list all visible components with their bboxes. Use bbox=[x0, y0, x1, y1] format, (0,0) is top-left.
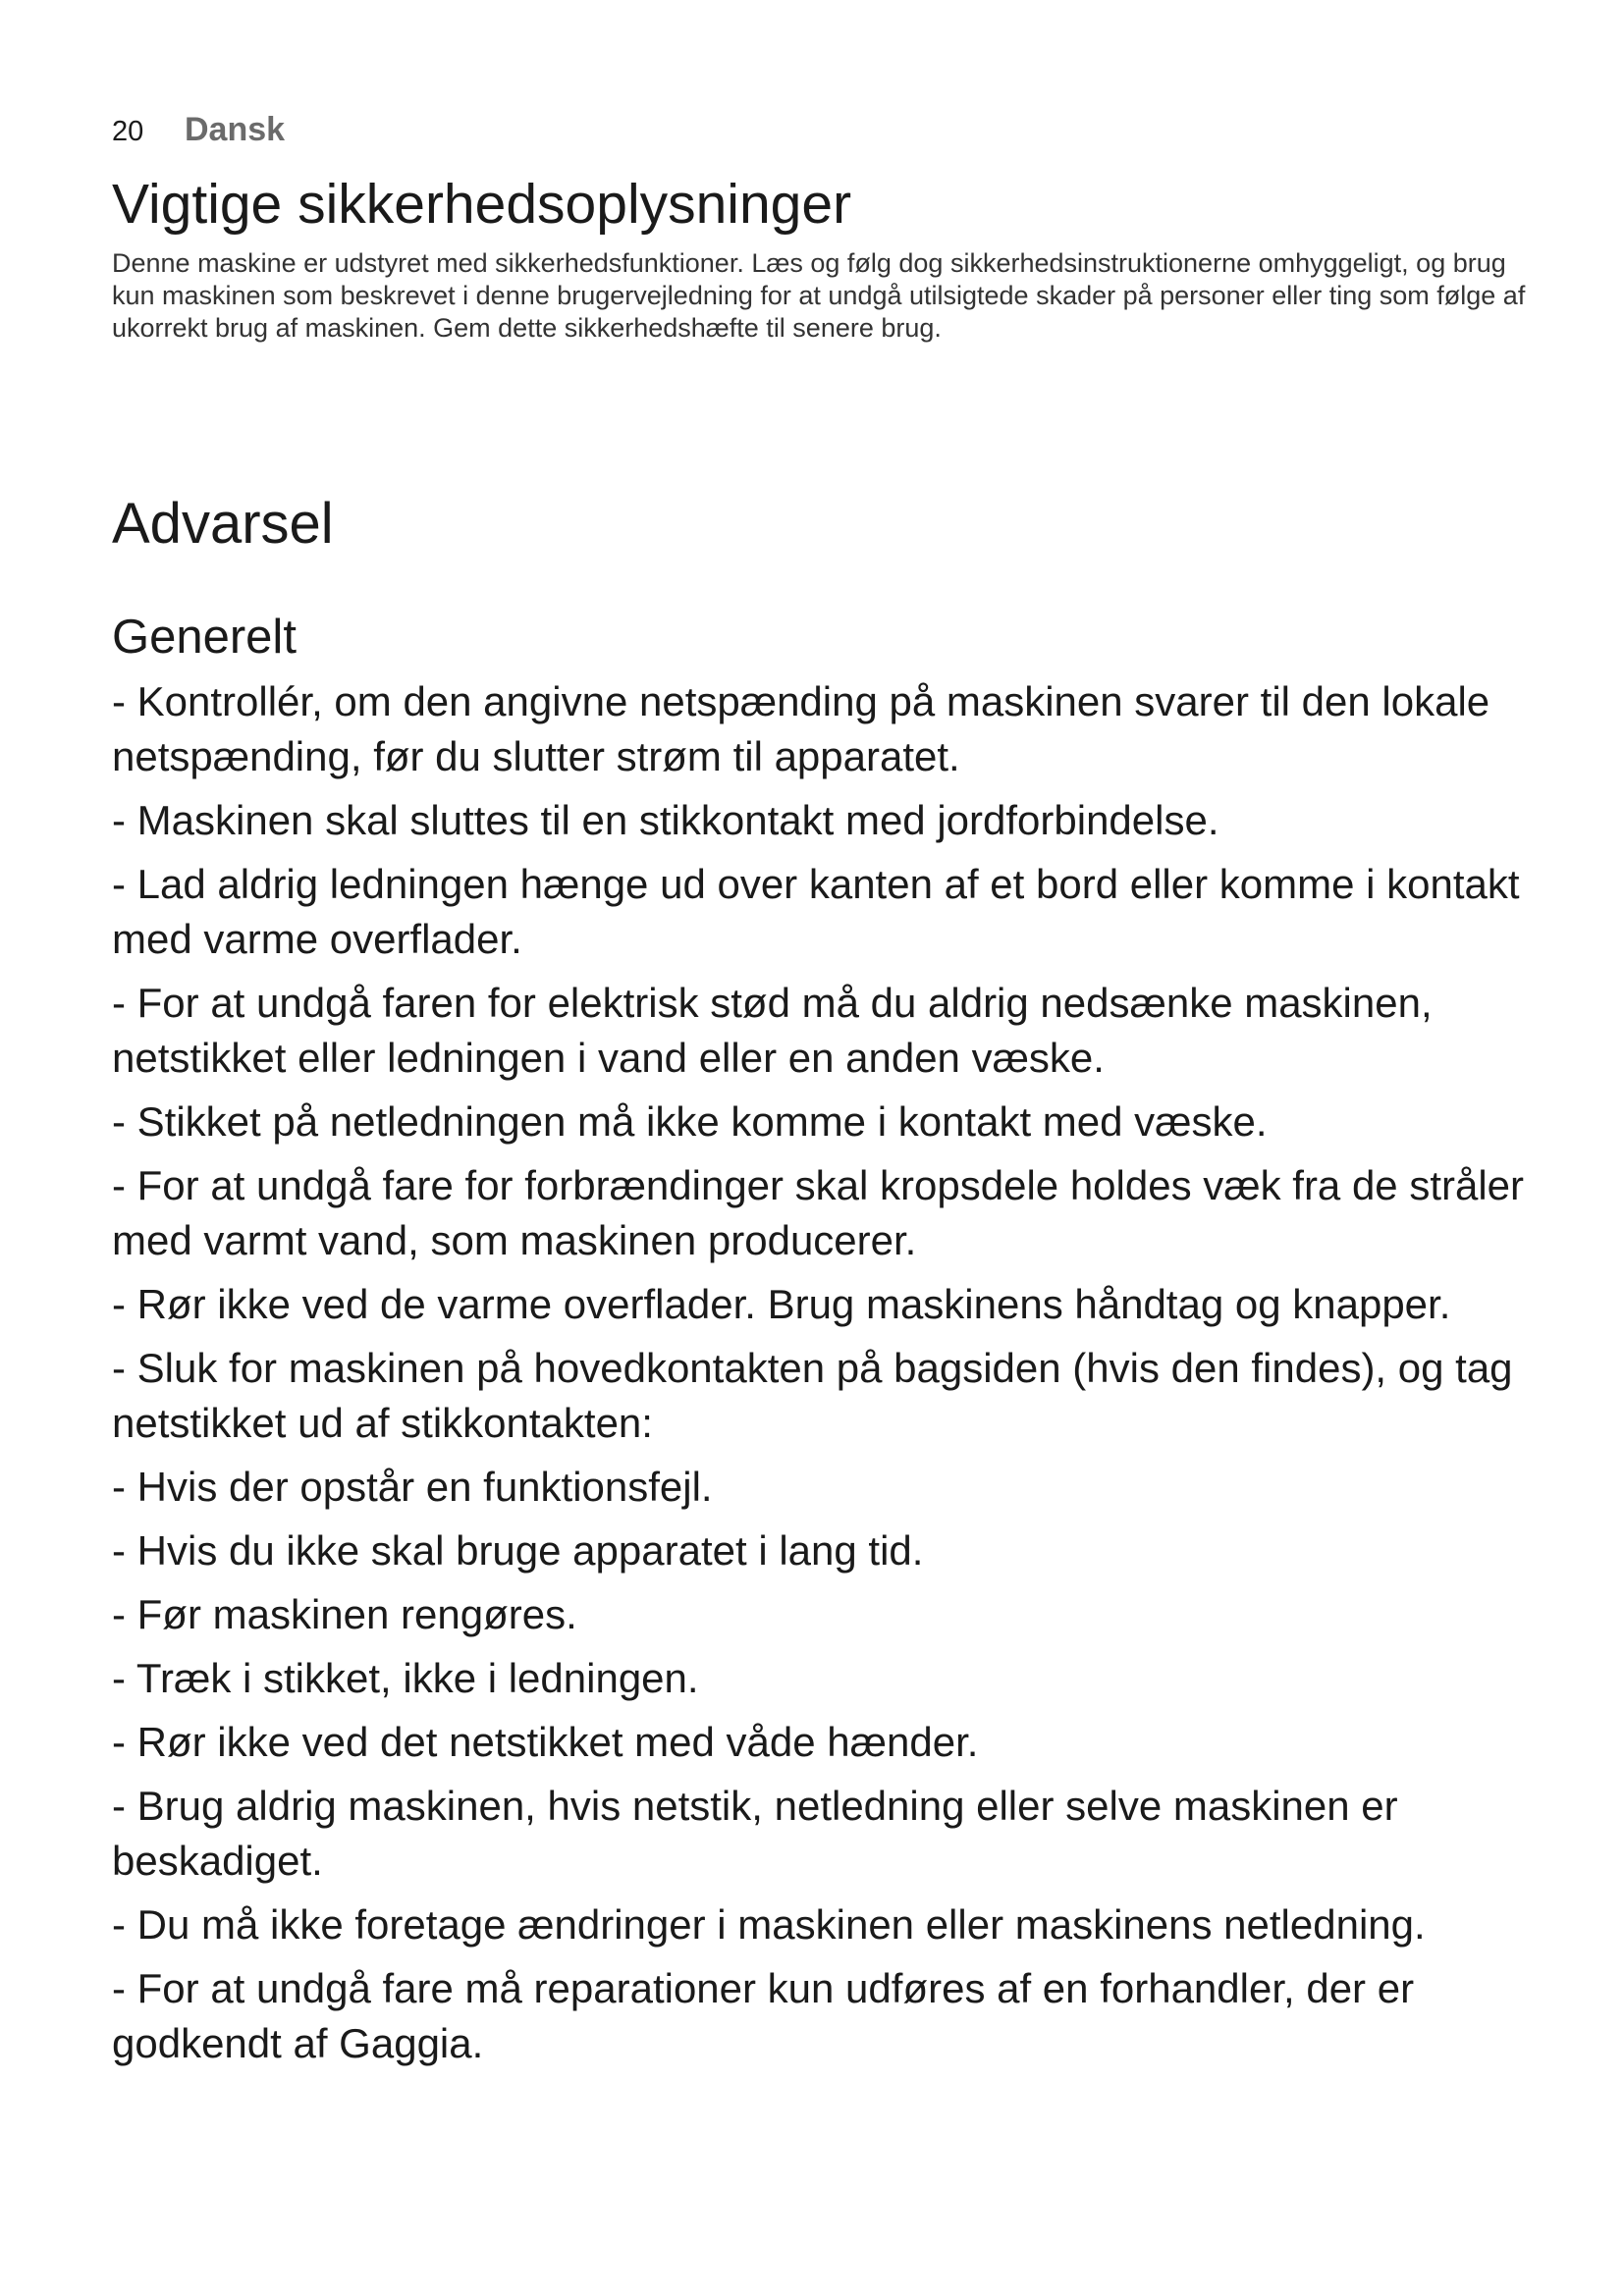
page-header bbox=[112, 106, 1526, 155]
list-item: - For at undgå fare må reparationer kun udføres af en forhandler, der er godkendt af Gaggia. bbox=[112, 1965, 1415, 2066]
list-item: - Før maskinen rengøres. bbox=[112, 1591, 577, 1637]
list-item: - Maskinen skal sluttes til en stikkontakt med jordforbindelse. bbox=[112, 797, 1219, 843]
document-page bbox=[112, 106, 1526, 2080]
page-number: 20 bbox=[112, 116, 144, 147]
list-item: - Lad aldrig ledningen hænge ud over kanten af et bord eller komme i kontakt med varme overflader. bbox=[112, 861, 1520, 962]
safety-list bbox=[112, 674, 1545, 2071]
list-item: - Rør ikke ved de varme overflader. Brug maskinens håndtag og knapper. bbox=[112, 1281, 1451, 1327]
list-item: - Rør ikke ved det netstikket med våde hænder. bbox=[112, 1719, 979, 1765]
list-item: - Hvis der opstår en funktionsfejl. bbox=[112, 1464, 713, 1510]
list-item: - For at undgå fare for forbrændinger skal kropsdele holdes væk fra de stråler med varmt vand, som maskinen producerer. bbox=[112, 1162, 1525, 1263]
list-item: - Hvis du ikke skal bruge apparatet i lang tid. bbox=[112, 1527, 924, 1574]
list-item: - Brug aldrig maskinen, hvis netstik, netledning eller selve maskinen er beskadiget. bbox=[112, 1783, 1398, 1884]
list-item: - Træk i stikket, ikke i ledningen. bbox=[112, 1655, 699, 1701]
list-item: - Du må ikke foretage ændringer i maskinen eller maskinens netledning. bbox=[112, 1901, 1426, 1948]
general-heading: Generelt bbox=[112, 611, 297, 664]
language-section-label: Dansk bbox=[185, 111, 286, 148]
warning-heading: Advarsel bbox=[112, 492, 334, 556]
page-title: Vigtige sikkerhedsoplysninger bbox=[112, 173, 852, 236]
list-item: - For at undgå faren for elektrisk stød må du aldrig nedsænke maskinen, netstikket eller ledningen i vand eller en anden væske. bbox=[112, 980, 1433, 1081]
list-item: - Sluk for maskinen på hovedkontakten på bagsiden (hvis den findes), og tag netstikket ud af stikkontakten: bbox=[112, 1345, 1513, 1446]
list-item: - Kontrollér, om den angivne netspænding på maskinen svarer til den lokale netspænding, før du slutter strøm til apparatet. bbox=[112, 678, 1490, 779]
list-item: - Stikket på netledningen må ikke komme i kontakt med væske. bbox=[112, 1098, 1268, 1145]
intro-paragraph: Denne maskine er udstyret med sikkerhedsfunktioner. Læs og følg dog sikkerhedsinstruktionerne omhyggeligt, og brug kun maskinen som beskrevet i denne brugervejledning for at undgå utilsigtede skader på personer eller ting som følge af ukorrekt brug af maskinen. Gem dette sikkerhedshæfte til senere brug. bbox=[112, 248, 1526, 343]
